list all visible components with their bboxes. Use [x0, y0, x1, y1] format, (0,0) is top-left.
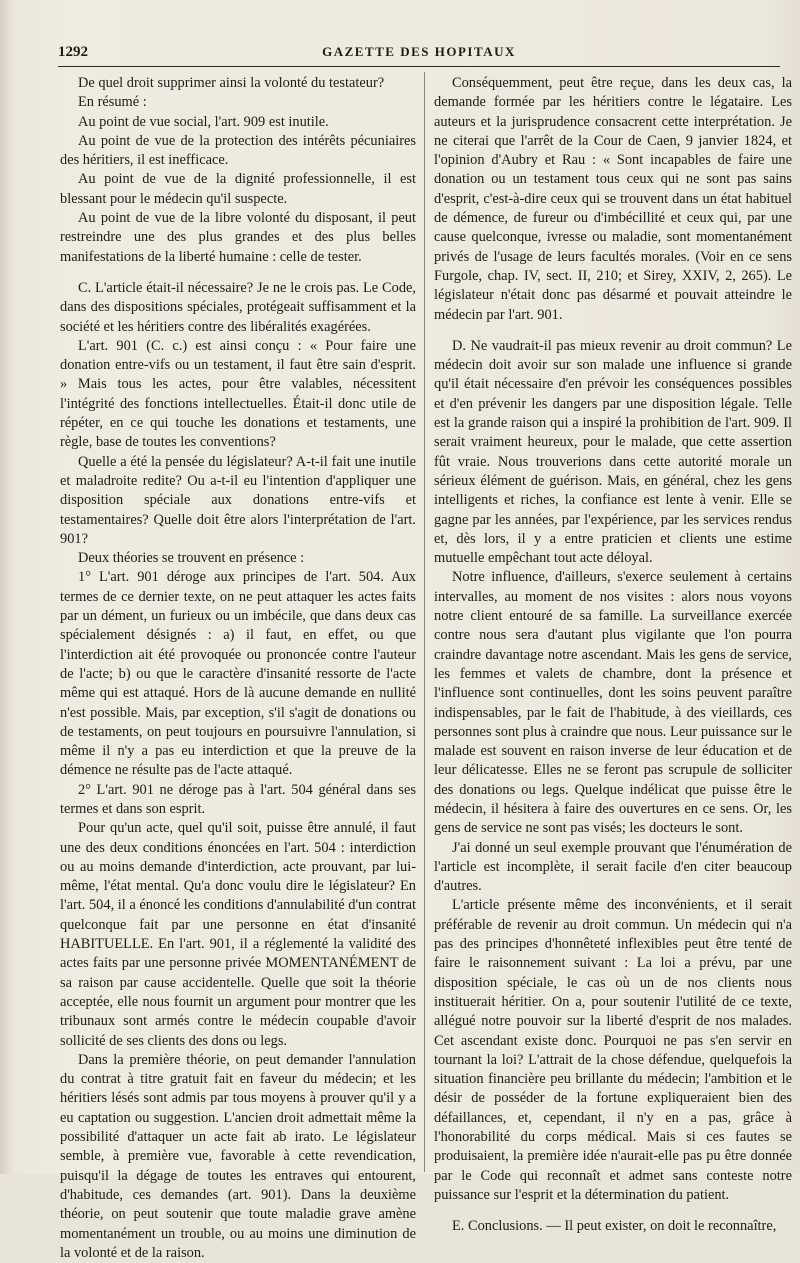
paragraph: Quelle a été la pensée du législateur? A-t-il fait une inutile et maladroite redite? Ou a-t-il eu l'intention d'appliquer une disposition spéciale aux donations entre-vifs et testamentaires? Quelle doit être alors l'interprétation de l'art. 901? — [60, 453, 416, 547]
paragraph: L'article présente même des inconvénients, et il serait préférable de revenir au droit commun. Un médecin qui n'a pas des principes d'honnêteté inflexibles peut être tenté de faire le raisonnement suivant : La loi a prévu, par une disposition spéciale, le cas où un de nos clients nous instituerait héritier. On a, pour soutenir l'utilité de ce texte, allégué notre pouvoir sur la liberté d'esprit de nos malades. Cet ascendant existe donc. Pourquoi ne pas s'en servir en tournant la loi? L'attrait de la chose défendue, quelquefois la situation financière peu brillante du médecin; l'ambition et le désir de posséder de la fortune expliqueraient bien des défaillances, et, cependant, il n'y en a pas, grâce à l'honorabilité du corps médical. Mais si ces fautes se produisaient, la première idée n'aurait-elle pas pu être donnée par le Code qui reconnaît et admet sans conteste notre puissance sur l'esprit et la détermination du patient. — [434, 897, 792, 1203]
paragraph: Conséquemment, peut être reçue, dans les deux cas, la demande formée par les héritiers contre le légataire. Les auteurs et la jurisprudence consacrent cette interprétation. Je ne citerai que l'arrêt de la Cour de Caen, 9 janvier 1824, et l'opinion d'Aubry et Rau : « Sont incapables de faire une donation ou un testament tous ceux qui ne sont pas sains d'esprit, c'est-à-dire ceux qui se trouvent dans un état habituel de démence, de fureur ou d'imbécillité et ceux qui, par une cause quelconque, ivresse ou maladie, sont momentanément privés de l'usage de leurs facultés morales. (Voir en ce sens Furgole, chap. IV, sect. II, 210; et Sirey, XXIV, 2, 265). Le législateur n'était donc pas désarmé et pouvait atteindre le médecin par l'art. 901. — [434, 75, 792, 323]
header-rule — [58, 66, 780, 67]
page-header — [58, 44, 780, 66]
paragraph: 1° L'art. 901 déroge aux principes de l'art. 504. Aux termes de ce dernier texte, on ne peut attaquer les actes faits par un dément, un furieux ou un imbécile, que dans deux cas spécialement désignés : a) il faut, en effet, ou que l'interdiction ait été provoquée ou prononcée contre l'auteur de l'acte; b) ou que le caractère d'insanité ressorte de l'acte même qui est attaqué. Hors de là aucune demande en nullité n'est possible. Mais, par exception, s'il s'agit de donations ou de testaments, on peut toujours en poursuivre l'annulation, si même il n'y a pas eu interdiction et que la preuve de la démence ne résulte pas de l'acte attaqué. — [60, 569, 416, 779]
paragraph: Notre influence, d'ailleurs, s'exerce seulement à certains intervalles, au moment de nos visites : alors nous voyons notre client entouré de sa famille. La surveillance exercée contre nous sera d'autant plus vigilante que l'on pourra craindre davantage notre ascendant. Mais les gens de service, les femmes et valets de chambre, dont la présence et l'influence sont continuelles, dont les soins peuvent paraître indispensables, par le fait de l'habitude, à des vieillards, ces personnes sont plus à craindre que nous. Leur puissance sur le malade est souvent en raison inverse de leur éducation et de leur délicatesse. Elles ne se feront pas scrupule de solliciter des donations ou legs. Quelque indélicat que puisse être le médecin, il hésitera à faire des ouvertures en ce sens. Or, les gens de service ne sont pas visés; les docteurs le sont. — [434, 569, 792, 837]
running-title: GAZETTE DES HOPITAUX — [322, 44, 516, 59]
paragraph: Au point de vue social, l'art. 909 est inutile. — [78, 113, 329, 130]
paragraph: En résumé : — [78, 94, 147, 111]
paragraph: E. Conclusions. — Il peut exister, on doit le reconnaître, — [452, 1218, 777, 1235]
paragraph: Au point de vue de la protection des intérêts pécuniaires des héritiers, il est inefficace. — [60, 132, 416, 169]
paragraph: Dans la première théorie, on peut demander l'annulation du contrat à titre gratuit fait en faveur du médecin; et les héritiers lésés sont admis par tous moyens à prouver qu'il y a eu captation ou suggestion. L'ancien droit admettait même la possibilité d'attaquer un acte fait ab irato. Le législateur semble, à première vue, favorable à cette revendication, puisqu'il la dégage de toutes les entraves qui entourent, d'habitude, ces demandes (art. 901). Dans la deuxième théorie, on peut soutenir que toute maladie grave amène momentanément un trouble, ou au moins une diminution de la volonté et de la raison. — [60, 1051, 416, 1261]
page-number: 1292 — [58, 44, 88, 60]
paragraph: 2° L'art. 901 ne déroge pas à l'art. 504 général dans ses termes et dans son esprit. — [60, 781, 416, 817]
paragraph: D. Ne vaudrait-il pas mieux revenir au droit commun? Le médecin doit avoir sur son malade une influence si grande qu'il était nécessaire d'en prévoir les conséquences possibles et d'en prévenir les dangers par une disposition légale. Telle est la grande raison qui a inspiré la prohibition de l'art. 909. Il serait vraiment heureux, pour le malade, que cette assertion fût vraie. Nous trouverions dans cette autorité morale un sérieux élément de guérison. Mais, en général, chez les gens intelligents et riches, la confiance est lente à venir. Elle se gagne par les années, par l'expérience, par les services rendus et, dès lors, il y a entre praticien et clients une estime mutuelle empêchant tout acte déloyal. — [434, 337, 792, 567]
paragraph: Pour qu'un acte, quel qu'il soit, puisse être annulé, il faut une des deux conditions énoncées en l'art. 504 : interdiction ou au moins demande d'interdiction, acte prouvant, par lui-même, l'état mental. Qu'a donc voulu dire le législateur? En l'art. 504, il a énoncé les conditions d'annulabilité d'un contrat quelconque fait par une personne en état d'insanité HABITUELLE. En l'art. 901, il a réglementé la validité des actes faits par une personne privée MOMENTANÉMENT de sa raison par cause accidentelle. Quelle que soit la théorie acceptée, elle nous fournit un argument pour montrer que les tribunaux sont armés contre le médecin coupable d'avoir sollicité de ses clients des dons ou legs. — [60, 820, 416, 1049]
paragraph: L'art. 901 (C. c.) est ainsi conçu : « Pour faire une donation entre-vifs ou un testament, il faut être sain d'esprit. » Mais tous les actes, pour être valables, nécessitent l'intégrité des fonctions intellectuelles. Était-il donc utile de répéter, en ce qui touche les donations et testaments, une règle, base de toutes les conventions? — [60, 337, 416, 451]
paragraph: C. L'article était-il nécessaire? Je ne le crois pas. Le Code, dans des dispositions spéciales, protégeait suffisamment et la société et les héritiers contre des libéralités exagérées. — [60, 279, 416, 335]
paragraph: Au point de vue de la libre volonté du disposant, il peut restreindre une des plus grandes et des plus belles manifestations de la liberté humaine : celle de tester. — [60, 210, 416, 265]
left-column — [60, 74, 416, 1263]
column-divider — [424, 72, 425, 1172]
paragraph: Deux théories se trouvent en présence : — [78, 550, 305, 567]
paragraph: De quel droit supprimer ainsi la volonté du testateur? — [78, 75, 385, 91]
paragraph: Au point de vue de la dignité professionnelle, il est blessant pour le médecin qu'il suspecte. — [60, 171, 416, 207]
right-column — [434, 74, 792, 1237]
paragraph: J'ai donné un seul exemple prouvant que l'énumération de l'article est incomplète, il serait facile d'en citer beaucoup d'autres. — [434, 839, 792, 895]
